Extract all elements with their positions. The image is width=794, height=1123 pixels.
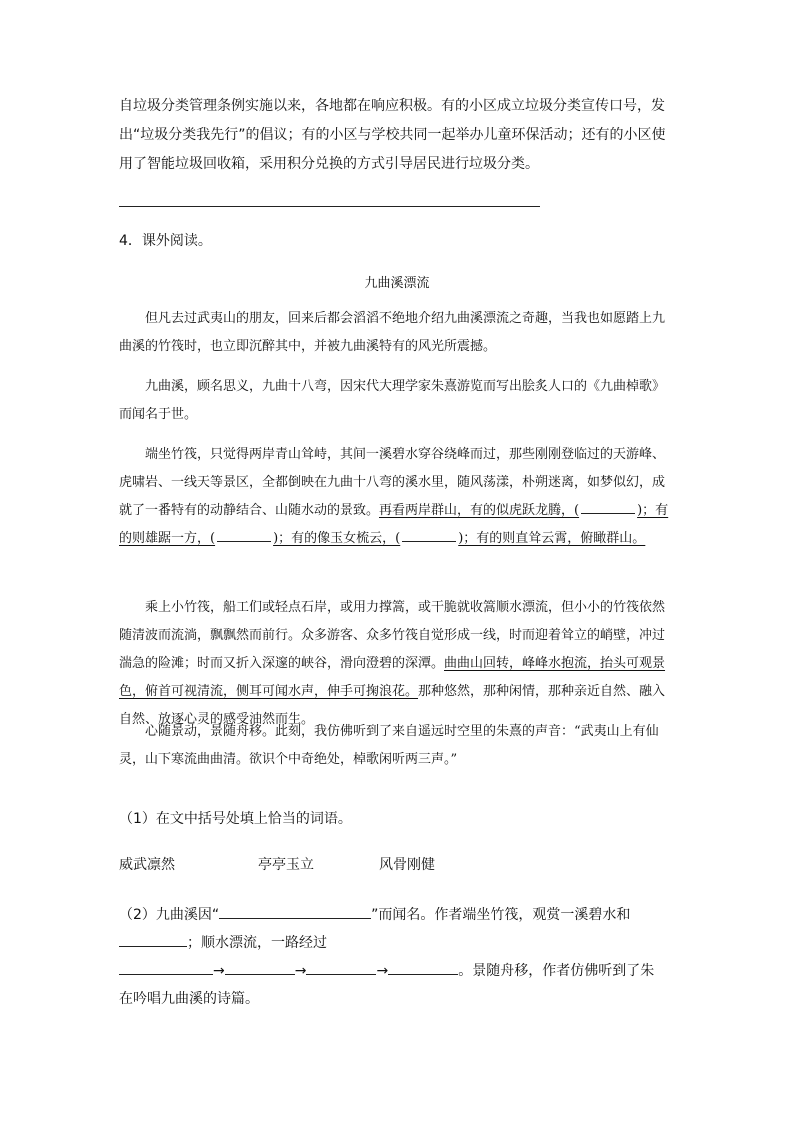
answer-blank-route-4[interactable] <box>388 959 458 975</box>
underlined-sentence: 再看两岸群山，有的似虎跃龙腾，( )；有的则雄踞一方，( )；有的像玉女梳云，( )；有的则直耸云霄，俯瞰群山。 <box>119 503 669 546</box>
answer-blank-route-1[interactable] <box>119 959 213 975</box>
answer-blank-route-2[interactable] <box>225 959 295 975</box>
answer-blank-scenery[interactable] <box>119 931 187 947</box>
article-paragraph-2: 九曲溪，顾名思义，九曲十八弯，因宋代大理学家朱熹游览而写出脍炙人口的《九曲棹歌》而闻名于世。 <box>119 379 666 422</box>
article-paragraph-4: 乘上小竹筏，船工们或轻点石岸，或用力撑篙，或干脆就收篙顺水漂流，但小小的竹筏依然随清波而流淌，飘飘然而前行。众多游客、众多竹筏自觉形成一线，时而迎着耸立的峭壁，冲过湍急的险滩；时而又折入深邃的峡谷，滑向澄碧的深潭。曲曲山回转，峰峰水抱流，抬头可观景色，俯首可视清流，侧耳可闻水声，伸手可掬浪花。那种悠然，那种闲情，那种亲近自然、融入自然、放逐心灵的感受油然而生。 <box>119 600 666 727</box>
fill-blank-1[interactable] <box>581 501 635 514</box>
subquestion-2: （2）九曲溪因“ ”而闻名。作者端坐竹筏，观赏一溪碧水和 ；顺水漂流，一路经过 → → → 。景随舟移，作者仿佛听到了朱 在吟唱九曲溪的诗篇。 <box>119 901 679 1013</box>
paragraph-3-text: 端坐竹筏，只觉得两岸青山耸峙，其间一溪碧水穿谷绕峰而过，那些刚刚登临过的天游峰、虎啸岩、一线天等景区，全都倒映在九曲十八弯的溪水里，随风荡漾，朴朔迷离，如梦似幻，成就了一番特有的动静结合、山随水动的景致。 <box>119 447 666 518</box>
answer-blank-route-3[interactable] <box>306 959 376 975</box>
answer-line[interactable] <box>119 206 540 207</box>
article-paragraph-1: 但凡去过武夷山的朋友，回来后都会滔滔不绝地介绍九曲溪漂流之奇趣，当我也如愿踏上九曲溪的竹筏时，也立即沉醉其中，并被九曲溪特有的风光所震撼。 <box>119 311 666 354</box>
fill-blank-2[interactable] <box>217 529 271 542</box>
article-paragraph-3 <box>119 441 676 553</box>
intro-paragraph: 自垃圾分类管理条例实施以来，各地都在响应积极。有的小区成立垃圾分类宣传口号，发出“垃圾分类我先行”的倡议；有的小区与学校共同一起举办儿童环保活动；还有的小区使用了智能垃圾回收箱，采用积分兑换的方式引导居民进行垃圾分类。 <box>119 98 666 172</box>
article-paragraph-5: 心随景动，景随舟移。此刻，我仿佛听到了来自遥远时空里的朱熹的声音：“武夷山上有仙灵，山下寒流曲曲清。欲识个中奇绝处，棹歌闲听两三声。” <box>119 724 659 767</box>
article-title: 九曲溪漂流 <box>364 276 430 291</box>
fill-blank-3[interactable] <box>402 529 456 542</box>
question-4-heading: 4．课外阅读。 <box>119 233 212 249</box>
word-option-2: 亭亭玉立 <box>258 857 314 873</box>
answer-blank-reason[interactable] <box>219 903 371 919</box>
underlined-sentence-2: 曲曲山回转，峰峰水抱流，抬头可观景色，俯首可视清流，侧耳可闻水声，伸手可掬浪花。 <box>119 656 666 699</box>
word-option-1: 威武凛然 <box>119 857 175 873</box>
subquestion-1: （1）在文中括号处填上恰当的词语。 <box>119 811 352 827</box>
word-option-3: 风骨刚健 <box>379 857 435 873</box>
